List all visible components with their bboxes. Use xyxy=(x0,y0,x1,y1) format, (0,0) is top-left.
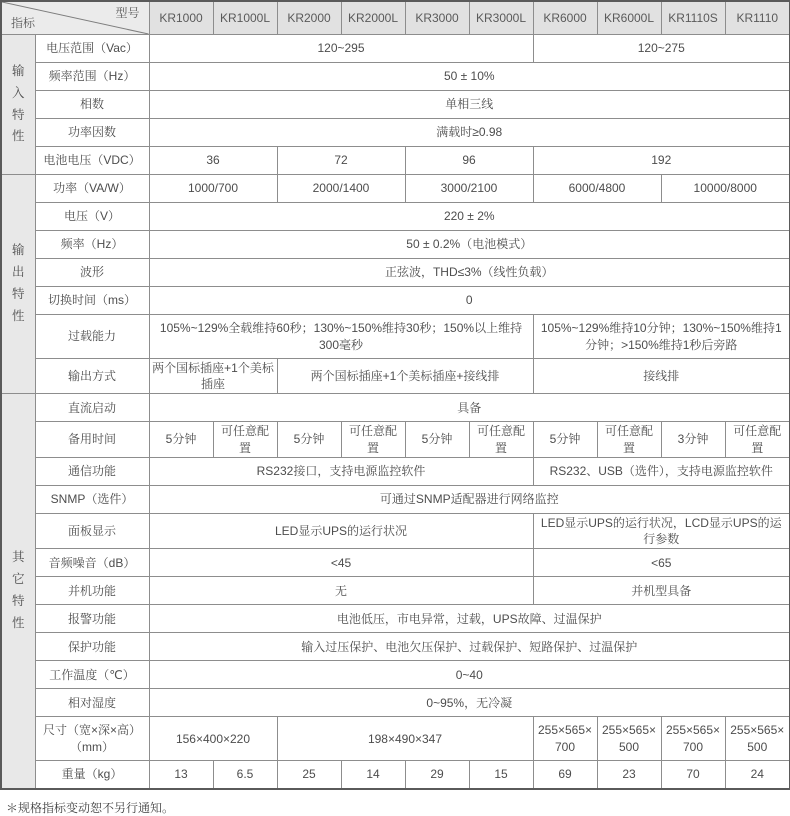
spec-value: 无 xyxy=(149,577,533,605)
row-label: 相数 xyxy=(35,91,149,119)
table-row xyxy=(1,119,790,147)
spec-value: 可任意配置 xyxy=(213,422,277,457)
row-label: 频率范围（Hz） xyxy=(35,63,149,91)
spec-value: 24 xyxy=(725,761,790,789)
spec-value: 1000/700 xyxy=(149,175,277,203)
table-row xyxy=(1,661,790,689)
row-label: SNMP（选件） xyxy=(35,485,149,513)
spec-value: LED显示UPS的运行状况，LCD显示UPS的运行参数 xyxy=(533,513,790,548)
spec-value: 50 ± 10% xyxy=(149,63,790,91)
spec-value: 电池低压，市电异常，过载，UPS故障、过温保护 xyxy=(149,605,790,633)
spec-value: <65 xyxy=(533,549,790,577)
model-header: KR1110S xyxy=(661,1,725,35)
spec-value: 并机型具备 xyxy=(533,577,790,605)
table-row xyxy=(1,513,790,548)
spec-value: 13 xyxy=(149,761,213,789)
spec-value: 96 xyxy=(405,147,533,175)
spec-value: 220 ± 2% xyxy=(149,203,790,231)
model-header: KR2000 xyxy=(277,1,341,35)
model-header: KR3000L xyxy=(469,1,533,35)
spec-value: 两个国标插座+1个美标插座+接线排 xyxy=(277,359,533,394)
table-row xyxy=(1,287,790,315)
row-label: 保护功能 xyxy=(35,633,149,661)
spec-value: 5分钟 xyxy=(149,422,213,457)
footnote: ＊规格指标变动恕不另行通知。 xyxy=(6,800,175,815)
model-header: KR2000L xyxy=(341,1,405,35)
table-row xyxy=(1,485,790,513)
spec-value: 70 xyxy=(661,761,725,789)
model-header: KR1000 xyxy=(149,1,213,35)
row-label: 重量（kg） xyxy=(35,761,149,789)
table-row xyxy=(1,315,790,359)
spec-value: 5分钟 xyxy=(277,422,341,457)
table-row xyxy=(1,717,790,761)
row-label: 音频噪音（dB） xyxy=(35,549,149,577)
spec-value: 50 ± 0.2%（电池模式） xyxy=(149,231,790,259)
row-label: 电压范围（Vac） xyxy=(35,35,149,63)
spec-value: 3分钟 xyxy=(661,422,725,457)
table-row xyxy=(1,577,790,605)
spec-value: 23 xyxy=(597,761,661,789)
table-row xyxy=(1,91,790,119)
spec-value: 可任意配置 xyxy=(469,422,533,457)
row-label: 过载能力 xyxy=(35,315,149,359)
spec-value: 2000/1400 xyxy=(277,175,405,203)
spec-value: 198×490×347 xyxy=(277,717,533,761)
table-row xyxy=(1,35,790,63)
table-row xyxy=(1,231,790,259)
spec-value: 5分钟 xyxy=(405,422,469,457)
model-header: KR6000L xyxy=(597,1,661,35)
row-label: 电池电压（VDC） xyxy=(35,147,149,175)
spec-value: 可任意配置 xyxy=(725,422,790,457)
spec-value: 69 xyxy=(533,761,597,789)
spec-value: 可任意配置 xyxy=(597,422,661,457)
row-label: 相对湿度 xyxy=(35,689,149,717)
spec-value: 255×565×700 xyxy=(533,717,597,761)
row-label: 并机功能 xyxy=(35,577,149,605)
spec-value: 单相三线 xyxy=(149,91,790,119)
model-header: KR3000 xyxy=(405,1,469,35)
spec-value: RS232、USB（选件），支持电源监控软件 xyxy=(533,457,790,485)
spec-value: 120~295 xyxy=(149,35,533,63)
model-header: KR1000L xyxy=(213,1,277,35)
table-row xyxy=(1,394,790,422)
spec-value: 105%~129%全载维持60秒；130%~150%维持30秒；150%以上维持300毫秒 xyxy=(149,315,533,359)
table-row xyxy=(1,549,790,577)
row-label: 电压（V） xyxy=(35,203,149,231)
spec-value: 具备 xyxy=(149,394,790,422)
group-label: 其它特性 xyxy=(1,394,35,789)
spec-value: 0~40 xyxy=(149,661,790,689)
table-row xyxy=(1,359,790,394)
row-label: 功率（VA/W） xyxy=(35,175,149,203)
corner-cell xyxy=(1,1,149,35)
table-row xyxy=(1,63,790,91)
header-row xyxy=(1,1,790,35)
spec-value: 5分钟 xyxy=(533,422,597,457)
spec-value: 105%~129%维持10分钟；130%~150%维持1分钟；>150%维持1秒后旁路 xyxy=(533,315,790,359)
row-label: 频率（Hz） xyxy=(35,231,149,259)
row-label: 通信功能 xyxy=(35,457,149,485)
corner-label-model: 型号 xyxy=(115,6,140,20)
row-label: 报警功能 xyxy=(35,605,149,633)
table-row xyxy=(1,422,790,457)
spec-value: 120~275 xyxy=(533,35,790,63)
table-row xyxy=(1,761,790,789)
spec-value: 10000/8000 xyxy=(661,175,790,203)
row-label: 工作温度（℃） xyxy=(35,661,149,689)
model-header: KR6000 xyxy=(533,1,597,35)
row-label: 波形 xyxy=(35,259,149,287)
spec-value: <45 xyxy=(149,549,533,577)
spec-value: 15 xyxy=(469,761,533,789)
spec-value: 正弦波，THD≤3%（线性负载） xyxy=(149,259,790,287)
table-row xyxy=(1,259,790,287)
spec-value: 36 xyxy=(149,147,277,175)
spec-value: 72 xyxy=(277,147,405,175)
spec-value: RS232接口，支持电源监控软件 xyxy=(149,457,533,485)
table-row xyxy=(1,457,790,485)
model-header: KR1110 xyxy=(725,1,790,35)
spec-value: 可通过SNMP适配器进行网络监控 xyxy=(149,485,790,513)
row-label: 尺寸（宽×深×高）（mm） xyxy=(35,717,149,761)
table-row xyxy=(1,203,790,231)
spec-table-body xyxy=(1,35,790,789)
row-label: 面板显示 xyxy=(35,513,149,548)
row-label: 输出方式 xyxy=(35,359,149,394)
spec-value: 156×400×220 xyxy=(149,717,277,761)
spec-value: 255×565×500 xyxy=(597,717,661,761)
corner-label-indicator: 指标 xyxy=(11,15,36,30)
spec-value: 6000/4800 xyxy=(533,175,661,203)
table-header xyxy=(1,1,790,35)
row-label: 功率因数 xyxy=(35,119,149,147)
spec-value: 0 xyxy=(149,287,790,315)
table-row xyxy=(1,175,790,203)
spec-value: 6.5 xyxy=(213,761,277,789)
table-row xyxy=(1,147,790,175)
spec-value: 255×565×700 xyxy=(661,717,725,761)
group-label: 输出特性 xyxy=(1,175,35,394)
spec-value: 29 xyxy=(405,761,469,789)
row-label: 直流启动 xyxy=(35,394,149,422)
spec-value: 可任意配置 xyxy=(341,422,405,457)
row-label: 备用时间 xyxy=(35,422,149,457)
spec-value: 两个国标插座+1个美标插座 xyxy=(149,359,277,394)
group-label: 输入特性 xyxy=(1,35,35,175)
spec-value: 192 xyxy=(533,147,790,175)
table-row xyxy=(1,689,790,717)
spec-value: 3000/2100 xyxy=(405,175,533,203)
row-label: 切换时间（ms） xyxy=(35,287,149,315)
spec-value: 输入过压保护、电池欠压保护、过载保护、短路保护、过温保护 xyxy=(149,633,790,661)
spec-value: 满载时≥0.98 xyxy=(149,119,790,147)
spec-value: 255×565×500 xyxy=(725,717,790,761)
table-row xyxy=(1,605,790,633)
table-row xyxy=(1,633,790,661)
spec-value: 14 xyxy=(341,761,405,789)
spec-value: 25 xyxy=(277,761,341,789)
spec-value: 接线排 xyxy=(533,359,790,394)
spec-value: 0~95%，无冷凝 xyxy=(149,689,790,717)
spec-value: LED显示UPS的运行状况 xyxy=(149,513,533,548)
